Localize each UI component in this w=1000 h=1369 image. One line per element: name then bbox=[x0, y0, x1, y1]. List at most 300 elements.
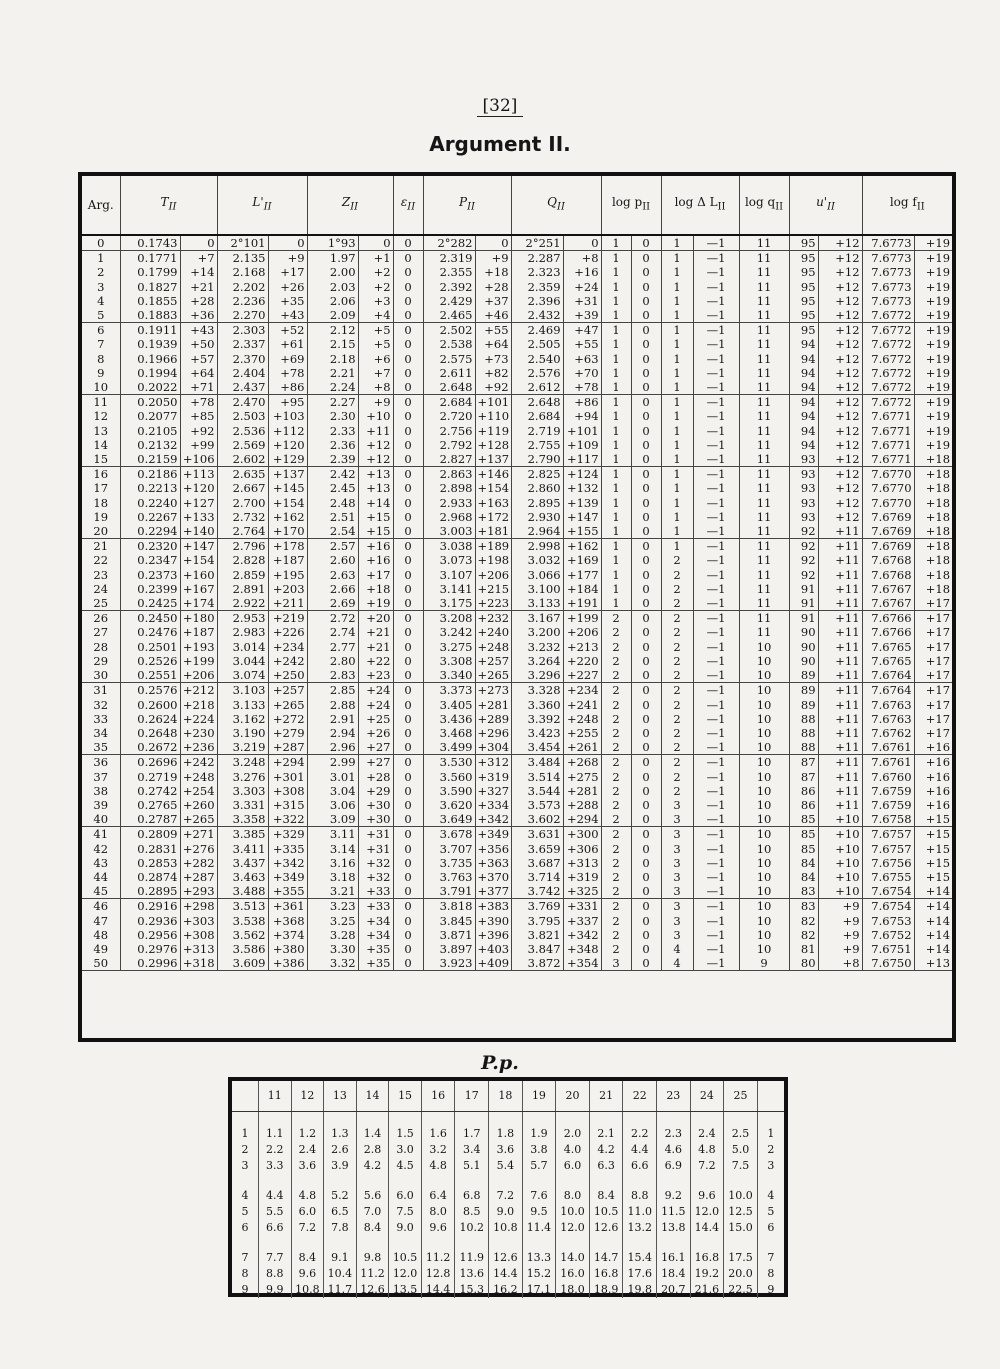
table-cell: +101 bbox=[475, 395, 511, 410]
table-cell: 1 bbox=[661, 467, 693, 482]
table-row bbox=[82, 798, 952, 812]
table-cell: 1 bbox=[661, 235, 693, 251]
row-arg: 33 bbox=[82, 712, 120, 726]
table-cell: 7.6770 bbox=[862, 496, 914, 510]
table-cell: +31 bbox=[563, 294, 601, 308]
table-cell: 0 bbox=[393, 625, 423, 639]
table-cell: 2 bbox=[661, 625, 693, 639]
table-cell: 10 bbox=[739, 942, 789, 956]
table-cell: 3.073 bbox=[423, 553, 475, 567]
table-cell: 2.370 bbox=[217, 352, 268, 366]
table-row bbox=[82, 352, 952, 366]
table-row bbox=[82, 755, 952, 770]
table-cell: +325 bbox=[563, 884, 601, 899]
table-cell: 3.103 bbox=[217, 683, 268, 698]
table-cell: +198 bbox=[475, 553, 511, 567]
table-cell: +50 bbox=[180, 337, 217, 351]
row-arg: 32 bbox=[82, 698, 120, 712]
table-cell: +234 bbox=[268, 640, 307, 654]
table-cell: 80 bbox=[789, 956, 818, 971]
pp-cell: 6.8 bbox=[455, 1188, 489, 1204]
table-cell: +8 bbox=[818, 956, 862, 971]
table-cell: 2 bbox=[601, 899, 631, 914]
row-arg: 30 bbox=[82, 668, 120, 683]
pp-cell: 14.7 bbox=[589, 1250, 623, 1266]
table-cell: +2 bbox=[358, 280, 393, 294]
table-cell: 10 bbox=[739, 827, 789, 842]
table-cell: +254 bbox=[180, 784, 217, 798]
table-cell: 3.454 bbox=[511, 740, 563, 755]
table-cell: 2.576 bbox=[511, 366, 563, 380]
table-cell: —1 bbox=[693, 294, 739, 308]
table-row bbox=[82, 294, 952, 308]
table-cell: 84 bbox=[789, 870, 818, 884]
table-cell: 93 bbox=[789, 496, 818, 510]
pp-row-label: 4 bbox=[767, 1189, 775, 1202]
pp-cell: 4.4 bbox=[623, 1142, 657, 1158]
table-cell: 2.827 bbox=[423, 452, 475, 467]
table-cell: 3.100 bbox=[511, 582, 563, 596]
pp-row-label: 1 bbox=[767, 1127, 775, 1140]
pp-cell: 3.0 bbox=[389, 1142, 422, 1158]
table-cell: +32 bbox=[358, 856, 393, 870]
table-cell: 0 bbox=[393, 654, 423, 668]
table-cell: 7.6751 bbox=[862, 942, 914, 956]
table-cell: 0.2956 bbox=[120, 928, 180, 942]
table-cell: 3.687 bbox=[511, 856, 563, 870]
table-cell: 85 bbox=[789, 842, 818, 856]
pp-cell: 4.8 bbox=[421, 1158, 455, 1174]
row-arg: 22 bbox=[82, 553, 120, 567]
table-cell: 10 bbox=[739, 726, 789, 740]
table-cell: +16 bbox=[358, 539, 393, 554]
table-cell: +17 bbox=[914, 668, 952, 683]
table-row bbox=[82, 784, 952, 798]
table-cell: +37 bbox=[475, 294, 511, 308]
pp-cell: 3.6 bbox=[489, 1142, 523, 1158]
pp-cell: 10.8 bbox=[291, 1282, 324, 1298]
table-cell: 1 bbox=[661, 524, 693, 539]
table-cell: 3.514 bbox=[511, 770, 563, 784]
table-cell: 2.27 bbox=[307, 395, 358, 410]
row-arg: 12 bbox=[82, 409, 120, 423]
table-cell: 2.612 bbox=[511, 380, 563, 395]
table-cell: +206 bbox=[475, 568, 511, 582]
table-cell: 3.208 bbox=[423, 611, 475, 626]
table-cell: 2.437 bbox=[217, 380, 268, 395]
table-cell: 93 bbox=[789, 481, 818, 495]
pp-header-cell: 24 bbox=[690, 1081, 724, 1112]
table-cell: 7.6750 bbox=[862, 956, 914, 971]
table-cell: 11 bbox=[739, 625, 789, 639]
table-cell: 0.2874 bbox=[120, 870, 180, 884]
table-cell: +19 bbox=[925, 265, 951, 280]
table-cell: 3.296 bbox=[511, 668, 563, 683]
table-cell: 0 bbox=[393, 323, 423, 338]
pp-header-cell: 16 bbox=[421, 1081, 455, 1112]
table-cell: 7.6752 bbox=[862, 928, 914, 942]
pp-spacer-cell bbox=[421, 1112, 455, 1127]
pp-spacer bbox=[232, 1174, 784, 1188]
table-cell: 0 bbox=[393, 942, 423, 956]
table-cell: 3.32 bbox=[307, 956, 358, 971]
table-cell: 0.2624 bbox=[120, 712, 180, 726]
table-cell: 94 bbox=[789, 395, 818, 410]
table-cell: 0 bbox=[631, 553, 661, 567]
pp-cell: 7.2 bbox=[690, 1158, 724, 1174]
table-cell: +15 bbox=[925, 855, 951, 870]
table-cell: +308 bbox=[268, 784, 307, 798]
table-cell: +85 bbox=[180, 409, 217, 423]
table-cell: +261 bbox=[563, 740, 601, 755]
table-cell: +19 bbox=[358, 596, 393, 611]
table-cell: +147 bbox=[563, 510, 601, 524]
table-cell: 2 bbox=[661, 755, 693, 770]
table-cell: +273 bbox=[475, 683, 511, 698]
table-cell: 2.236 bbox=[217, 294, 268, 308]
pp-cell: 3.8 bbox=[522, 1142, 556, 1158]
table-cell: 3.328 bbox=[511, 683, 563, 698]
table-cell: 11 bbox=[739, 496, 789, 510]
table-cell: —1 bbox=[693, 640, 739, 654]
table-cell: 0 bbox=[631, 308, 661, 323]
pp-spacer-cell bbox=[356, 1112, 389, 1127]
table-row bbox=[82, 510, 952, 524]
row-arg: 35 bbox=[82, 740, 120, 755]
table-cell: +32 bbox=[358, 870, 393, 884]
table-cell: 2.684 bbox=[423, 395, 475, 410]
table-cell: 94 bbox=[789, 438, 818, 452]
table-cell: +409 bbox=[475, 956, 511, 971]
header-log-delta-l: log Δ $L_{II}$ bbox=[661, 176, 739, 235]
table-cell: +12 bbox=[818, 452, 862, 467]
table-cell: +169 bbox=[563, 553, 601, 567]
table-cell: +18 bbox=[925, 481, 951, 496]
table-cell: 3.25 bbox=[307, 914, 358, 928]
table-cell: +14 bbox=[914, 884, 952, 899]
table-cell: +17 bbox=[925, 725, 951, 740]
table-cell: 1 bbox=[661, 294, 693, 308]
table-cell: 0.2159 bbox=[120, 452, 180, 467]
table-cell: 0.2742 bbox=[120, 784, 180, 798]
pp-cell: 12.0 bbox=[389, 1266, 422, 1282]
table-cell: 2.15 bbox=[307, 337, 358, 351]
table-cell: +4 bbox=[358, 308, 393, 323]
table-cell: 0 bbox=[393, 582, 423, 596]
table-cell: +17 bbox=[925, 639, 951, 654]
table-cell: +187 bbox=[268, 553, 307, 567]
table-row bbox=[82, 914, 952, 928]
table-cell: 11 bbox=[739, 582, 789, 596]
table-cell: 2.502 bbox=[423, 323, 475, 338]
table-cell: +12 bbox=[818, 323, 862, 338]
pp-cell: 16.0 bbox=[556, 1266, 590, 1282]
table-row bbox=[82, 524, 952, 539]
table-cell: 3.303 bbox=[217, 784, 268, 798]
table-cell: 3 bbox=[661, 914, 693, 928]
table-cell: 0 bbox=[631, 251, 661, 266]
pp-cell: 16.8 bbox=[690, 1250, 724, 1266]
table-cell: +17 bbox=[268, 265, 307, 279]
table-cell: +16 bbox=[358, 553, 393, 567]
table-cell: +178 bbox=[268, 539, 307, 554]
pp-row-label: 6 bbox=[767, 1221, 775, 1234]
table-header bbox=[82, 176, 952, 235]
row-arg: 24 bbox=[82, 582, 120, 596]
table-cell: 0.1771 bbox=[120, 251, 180, 266]
table-cell: +187 bbox=[180, 625, 217, 639]
table-cell: 3.923 bbox=[423, 956, 475, 971]
row-arg: 5 bbox=[82, 308, 120, 323]
table-cell: 0 bbox=[631, 380, 661, 395]
table-cell: 7.6760 bbox=[862, 770, 914, 784]
table-cell: 3.032 bbox=[511, 553, 563, 567]
row-arg: 9 bbox=[82, 366, 120, 380]
pp-cell: 12.0 bbox=[690, 1204, 724, 1220]
table-cell: +11 bbox=[818, 524, 862, 539]
table-cell: 2.99 bbox=[307, 755, 358, 770]
table-cell: 0 bbox=[631, 352, 661, 366]
table-cell: 91 bbox=[789, 611, 818, 626]
pp-cell: 10.5 bbox=[589, 1204, 623, 1220]
table-cell: 7.6761 bbox=[862, 755, 914, 770]
table-cell: 0.2916 bbox=[120, 899, 180, 914]
table-cell: 1 bbox=[601, 395, 631, 410]
table-cell: +101 bbox=[563, 424, 601, 438]
table-row bbox=[82, 956, 952, 971]
pp-cell: 6.4 bbox=[421, 1188, 455, 1204]
table-cell: 2.00 bbox=[307, 265, 358, 279]
row-arg: 4 bbox=[82, 294, 120, 308]
table-cell: +368 bbox=[268, 914, 307, 928]
table-cell: 2.83 bbox=[307, 668, 358, 683]
table-cell: 2.790 bbox=[511, 452, 563, 467]
table-row bbox=[82, 380, 952, 395]
table-cell: 1 bbox=[661, 323, 693, 338]
table-cell: 10 bbox=[739, 928, 789, 942]
table-cell: +140 bbox=[180, 524, 217, 539]
table-cell: 7.6759 bbox=[862, 798, 914, 812]
table-cell: —1 bbox=[693, 942, 739, 956]
pp-cell: 2.5 bbox=[724, 1126, 758, 1142]
table-cell: 7.6773 bbox=[862, 280, 914, 294]
table-cell: —1 bbox=[693, 784, 739, 798]
table-cell: +17 bbox=[925, 625, 951, 640]
table-cell: +224 bbox=[180, 712, 217, 726]
table-cell: 2.80 bbox=[307, 654, 358, 668]
table-cell: 2.792 bbox=[423, 438, 475, 452]
table-cell: +226 bbox=[268, 625, 307, 639]
table-cell: 0 bbox=[631, 928, 661, 942]
table-cell: +11 bbox=[818, 683, 862, 698]
table-cell: 3 bbox=[661, 856, 693, 870]
table-cell: +300 bbox=[563, 827, 601, 842]
table-cell: 3.620 bbox=[423, 798, 475, 812]
pp-cell: 11.7 bbox=[324, 1282, 357, 1298]
row-arg: 29 bbox=[82, 654, 120, 668]
table-cell: 11 bbox=[739, 265, 789, 279]
table-cell: 3.795 bbox=[511, 914, 563, 928]
table-cell: +199 bbox=[180, 654, 217, 668]
table-cell: 2.12 bbox=[307, 323, 358, 338]
table-cell: 3.897 bbox=[423, 942, 475, 956]
table-cell: +27 bbox=[358, 755, 393, 770]
table-cell: —1 bbox=[693, 928, 739, 942]
table-cell: 2°282 bbox=[423, 235, 475, 251]
table-cell: +211 bbox=[268, 596, 307, 611]
table-cell: +271 bbox=[180, 827, 217, 842]
table-cell: 10 bbox=[739, 914, 789, 928]
table-cell: 2.863 bbox=[423, 467, 475, 482]
table-cell: 0 bbox=[393, 755, 423, 770]
table-cell: +19 bbox=[914, 235, 952, 251]
pp-cell: 9.0 bbox=[489, 1204, 523, 1220]
table-cell: 2.270 bbox=[217, 308, 268, 323]
table-row bbox=[82, 409, 952, 423]
table-cell: 7.6754 bbox=[862, 884, 914, 899]
pp-row bbox=[232, 1250, 784, 1266]
table-cell: 0 bbox=[631, 539, 661, 554]
table-cell: —1 bbox=[693, 827, 739, 842]
table-cell: 0 bbox=[393, 668, 423, 683]
pp-cell: 16.8 bbox=[589, 1266, 623, 1282]
table-cell: +146 bbox=[475, 467, 511, 482]
table-row bbox=[82, 553, 952, 567]
pp-cell: 14.0 bbox=[556, 1250, 590, 1266]
table-cell: +95 bbox=[268, 395, 307, 410]
table-cell: +294 bbox=[563, 812, 601, 827]
table-cell: 1.97 bbox=[307, 251, 358, 266]
table-cell: 90 bbox=[789, 640, 818, 654]
table-cell: 3.264 bbox=[511, 654, 563, 668]
pp-cell: 18.0 bbox=[556, 1282, 590, 1298]
table-cell: 0 bbox=[631, 740, 661, 755]
table-cell: 0.2853 bbox=[120, 856, 180, 870]
table-cell: +34 bbox=[358, 914, 393, 928]
table-cell: 2.54 bbox=[307, 524, 358, 539]
table-cell: 3.818 bbox=[423, 899, 475, 914]
pp-spacer-cell bbox=[489, 1112, 523, 1127]
table-cell: 95 bbox=[789, 323, 818, 338]
table-cell: 3.544 bbox=[511, 784, 563, 798]
pp-spacer-cell bbox=[522, 1236, 556, 1250]
pp-cell: 10.0 bbox=[556, 1204, 590, 1220]
table-cell: 0 bbox=[393, 539, 423, 554]
table-cell: 3.488 bbox=[217, 884, 268, 899]
pp-cell: 4.2 bbox=[356, 1158, 389, 1174]
table-cell: +11 bbox=[818, 568, 862, 582]
table-cell: —1 bbox=[693, 654, 739, 668]
table-cell: 3.30 bbox=[307, 942, 358, 956]
table-cell: 2 bbox=[601, 683, 631, 698]
table-cell: 2.968 bbox=[423, 510, 475, 524]
pp-header-cell: 21 bbox=[589, 1081, 623, 1112]
pp-spacer-cell bbox=[657, 1112, 691, 1127]
pp-cell: 4.8 bbox=[690, 1142, 724, 1158]
table-cell: 3.01 bbox=[307, 770, 358, 784]
table-cell: +61 bbox=[268, 337, 307, 351]
table-cell: 2.323 bbox=[511, 265, 563, 279]
table-cell: +2 bbox=[358, 265, 393, 279]
table-cell: +11 bbox=[818, 740, 862, 755]
table-cell: +12 bbox=[358, 452, 393, 467]
table-cell: +265 bbox=[475, 668, 511, 683]
table-cell: +232 bbox=[475, 611, 511, 626]
table-cell: 3.423 bbox=[511, 726, 563, 740]
row-arg: 14 bbox=[82, 438, 120, 452]
table-cell: +342 bbox=[563, 928, 601, 942]
table-cell: +24 bbox=[358, 683, 393, 698]
row-arg: 49 bbox=[82, 942, 120, 956]
table-cell: +36 bbox=[180, 308, 217, 323]
table-cell: +257 bbox=[475, 654, 511, 668]
table-cell: +219 bbox=[268, 611, 307, 626]
table-cell: 0 bbox=[393, 812, 423, 827]
table-cell: —1 bbox=[693, 235, 739, 251]
table-cell: 11 bbox=[739, 553, 789, 567]
table-cell: 11 bbox=[739, 452, 789, 467]
table-cell: +19 bbox=[925, 437, 951, 452]
pp-spacer-cell bbox=[724, 1112, 758, 1127]
table-row bbox=[82, 596, 952, 611]
table-cell: +9 bbox=[475, 251, 511, 266]
table-cell: 1 bbox=[601, 553, 631, 567]
pp-cell: 13.2 bbox=[623, 1220, 657, 1236]
pp-header-cell: 18 bbox=[489, 1081, 523, 1112]
pp-cell: 9.5 bbox=[522, 1204, 556, 1220]
pp-cell: 10.4 bbox=[324, 1266, 357, 1282]
table-cell: 0 bbox=[393, 596, 423, 611]
table-cell: 2 bbox=[601, 914, 631, 928]
pp-spacer-cell bbox=[757, 1112, 784, 1127]
pp-cell: 8.0 bbox=[556, 1188, 590, 1204]
table-cell: +260 bbox=[180, 798, 217, 812]
header-log-p: $\log p_{II}$ bbox=[601, 176, 661, 235]
table-cell: +242 bbox=[180, 755, 217, 770]
table-cell: +218 bbox=[180, 698, 217, 712]
table-cell: 11 bbox=[739, 539, 789, 554]
table-cell: 0 bbox=[393, 265, 423, 279]
table-row bbox=[82, 668, 952, 683]
table-cell: 0 bbox=[393, 452, 423, 467]
table-cell: +162 bbox=[563, 539, 601, 554]
row-arg: 20 bbox=[82, 524, 120, 539]
table-row bbox=[82, 726, 952, 740]
table-cell: 3.038 bbox=[423, 539, 475, 554]
table-cell: 2 bbox=[601, 856, 631, 870]
table-cell: +174 bbox=[180, 596, 217, 611]
table-cell: 0.2450 bbox=[120, 611, 180, 626]
table-cell: +17 bbox=[914, 596, 952, 611]
table-cell: 3.463 bbox=[217, 870, 268, 884]
table-cell: 2.700 bbox=[217, 496, 268, 510]
table-cell: 3.769 bbox=[511, 899, 563, 914]
pp-cell: 5.6 bbox=[356, 1188, 389, 1204]
pp-spacer-cell bbox=[690, 1174, 724, 1188]
table-cell: +234 bbox=[563, 683, 601, 698]
table-cell: —1 bbox=[693, 798, 739, 812]
pp-cell: 13.5 bbox=[389, 1282, 422, 1298]
table-cell: +15 bbox=[914, 812, 952, 827]
pp-cell: 20.7 bbox=[657, 1282, 691, 1298]
table-cell: 2.303 bbox=[217, 323, 268, 338]
table-cell: +92 bbox=[475, 380, 511, 395]
table-cell: +112 bbox=[268, 424, 307, 438]
table-cell: 2.465 bbox=[423, 308, 475, 323]
table-cell: +12 bbox=[818, 481, 862, 495]
table-cell: —1 bbox=[693, 726, 739, 740]
table-cell: 0 bbox=[393, 510, 423, 524]
